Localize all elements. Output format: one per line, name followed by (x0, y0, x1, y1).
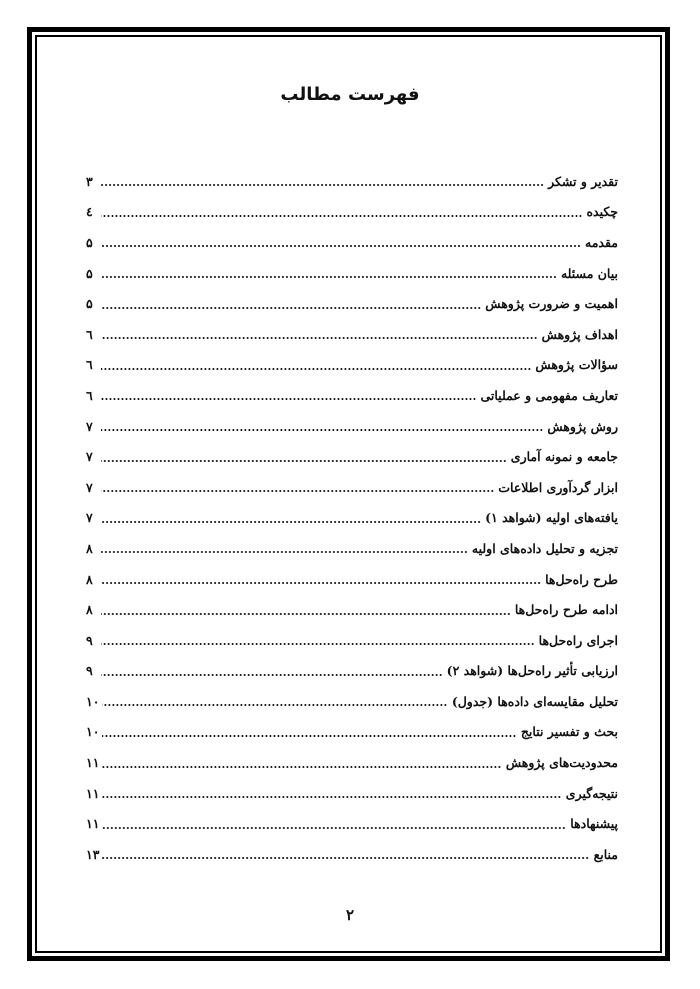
toc-entry-label: سؤالات پژوهش (535, 357, 618, 373)
toc-entry-label: تجزیه و تحلیل داده‌های اولیه (471, 540, 618, 556)
toc-entry-label: روش پژوهش (547, 418, 618, 434)
toc-leader-dots (101, 205, 582, 219)
toc-entry-page: ٦ (86, 326, 93, 342)
toc-entry[interactable] (86, 197, 618, 228)
toc-entry[interactable] (86, 441, 618, 472)
table-of-contents (86, 166, 618, 870)
toc-entry-label: بیان مسئله (560, 265, 618, 281)
toc-entry-page: ۱۱ (86, 785, 100, 801)
toc-entry-page: ۸ (86, 602, 93, 618)
toc-entry[interactable] (86, 227, 618, 258)
toc-leader-dots (101, 633, 535, 647)
toc-leader-dots (101, 419, 543, 433)
toc-leader-dots (101, 541, 468, 555)
toc-entry-label: اجرای راه‌حل‌ها (538, 632, 618, 648)
toc-entry-label: تعاریف مفهومی و عملیاتی (480, 387, 618, 403)
toc-entry-page: ۸ (86, 540, 93, 556)
toc-leader-dots (102, 725, 516, 739)
toc-leader-dots (101, 664, 443, 678)
toc-leader-dots (101, 297, 481, 311)
toc-leader-dots (102, 817, 566, 831)
toc-entry[interactable] (86, 380, 618, 411)
toc-entry[interactable] (86, 656, 618, 687)
toc-entry-page: ۸ (86, 571, 93, 587)
toc-entry-page: ۱۱ (86, 816, 100, 832)
toc-entry-page: ۱۰ (86, 693, 100, 709)
toc-entry-label: جامعه و نمونه آماری (510, 449, 618, 465)
toc-entry-label: طرح راه‌حل‌ها (545, 571, 618, 587)
toc-entry[interactable] (86, 564, 618, 595)
toc-entry-label: نتیجه‌گیری (565, 785, 618, 801)
toc-entry-page: ۵ (86, 234, 93, 250)
toc-entry[interactable] (86, 533, 618, 564)
toc-entry[interactable] (86, 747, 618, 778)
toc-entry-page: ۵ (86, 265, 93, 281)
toc-entry[interactable] (86, 288, 618, 319)
toc-entry-label: اهداف پژوهش (541, 326, 618, 342)
toc-entry-label: محدودیت‌های پژوهش (505, 755, 618, 771)
toc-entry-page: ۷ (86, 449, 93, 465)
toc-entry-label: تقدیر و تشکر (548, 173, 618, 189)
toc-entry-label: چکیده (586, 204, 618, 220)
toc-entry-page: ۳ (86, 173, 93, 189)
toc-leader-dots (102, 756, 501, 770)
toc-entry[interactable] (86, 411, 618, 442)
toc-entry-page: ۱۳ (86, 846, 100, 862)
toc-entry[interactable] (86, 166, 618, 197)
toc-entry[interactable] (86, 717, 618, 748)
toc-entry-page: ۱۱ (86, 755, 100, 771)
toc-entry-label: ابزار گردآوری اطلاعات (498, 479, 618, 495)
toc-entry-label: اهمیت و ضرورت پژوهش (485, 296, 618, 312)
toc-leader-dots (101, 358, 531, 372)
toc-entry-page: ۹ (86, 663, 93, 679)
page-number: ۲ (345, 906, 355, 924)
toc-entry-label: مقدمه (585, 234, 618, 250)
toc-leader-dots (101, 327, 538, 341)
toc-entry-label: تحلیل مقایسه‌ای داده‌ها (جدول) (451, 693, 618, 709)
toc-entry-page: ۵ (86, 296, 93, 312)
toc-entry[interactable] (86, 258, 618, 289)
toc-entry-page: ۹ (86, 632, 93, 648)
toc-entry-label: ارزیابی تأثیر راه‌حل‌ها (شواهد ۲) (446, 663, 618, 679)
toc-leader-dots (101, 174, 544, 188)
toc-leader-dots (101, 266, 557, 280)
toc-entry-page: ٦ (86, 387, 93, 403)
toc-leader-dots (101, 603, 511, 617)
toc-leader-dots (101, 511, 481, 525)
toc-entry[interactable] (86, 350, 618, 381)
toc-entry-page: ۷ (86, 418, 93, 434)
toc-entry[interactable] (86, 778, 618, 809)
toc-entry-label: ادامه طرح راه‌حل‌ها (514, 602, 618, 618)
toc-entry[interactable] (86, 808, 618, 839)
toc-entry-page: ۷ (86, 479, 93, 495)
toc-entry-page: ٦ (86, 357, 93, 373)
toc-entry[interactable] (86, 503, 618, 534)
toc-leader-dots (101, 480, 494, 494)
toc-leader-dots (101, 450, 507, 464)
toc-entry-label: پیشنهادها (570, 816, 618, 832)
toc-entry-page: ۱۰ (86, 724, 100, 740)
toc-entry[interactable] (86, 472, 618, 503)
toc-leader-dots (101, 235, 581, 249)
toc-entry[interactable] (86, 625, 618, 656)
toc-leader-dots (102, 786, 561, 800)
toc-entry-page: ٤ (86, 204, 93, 220)
toc-entry[interactable] (86, 839, 618, 870)
toc-entry[interactable] (86, 319, 618, 350)
toc-entry-label: منابع (593, 846, 618, 862)
toc-leader-dots (101, 388, 476, 402)
toc-entry-label: یافته‌های اولیه (شواهد ۱) (485, 510, 618, 526)
toc-leader-dots (102, 694, 447, 708)
page-title: فهرست مطالب (280, 84, 420, 105)
toc-leader-dots (101, 572, 541, 586)
toc-entry[interactable] (86, 594, 618, 625)
toc-entry[interactable] (86, 686, 618, 717)
toc-entry-label: بحث و تفسیر نتایج (520, 724, 618, 740)
toc-leader-dots (102, 847, 589, 861)
toc-entry-page: ۷ (86, 510, 93, 526)
